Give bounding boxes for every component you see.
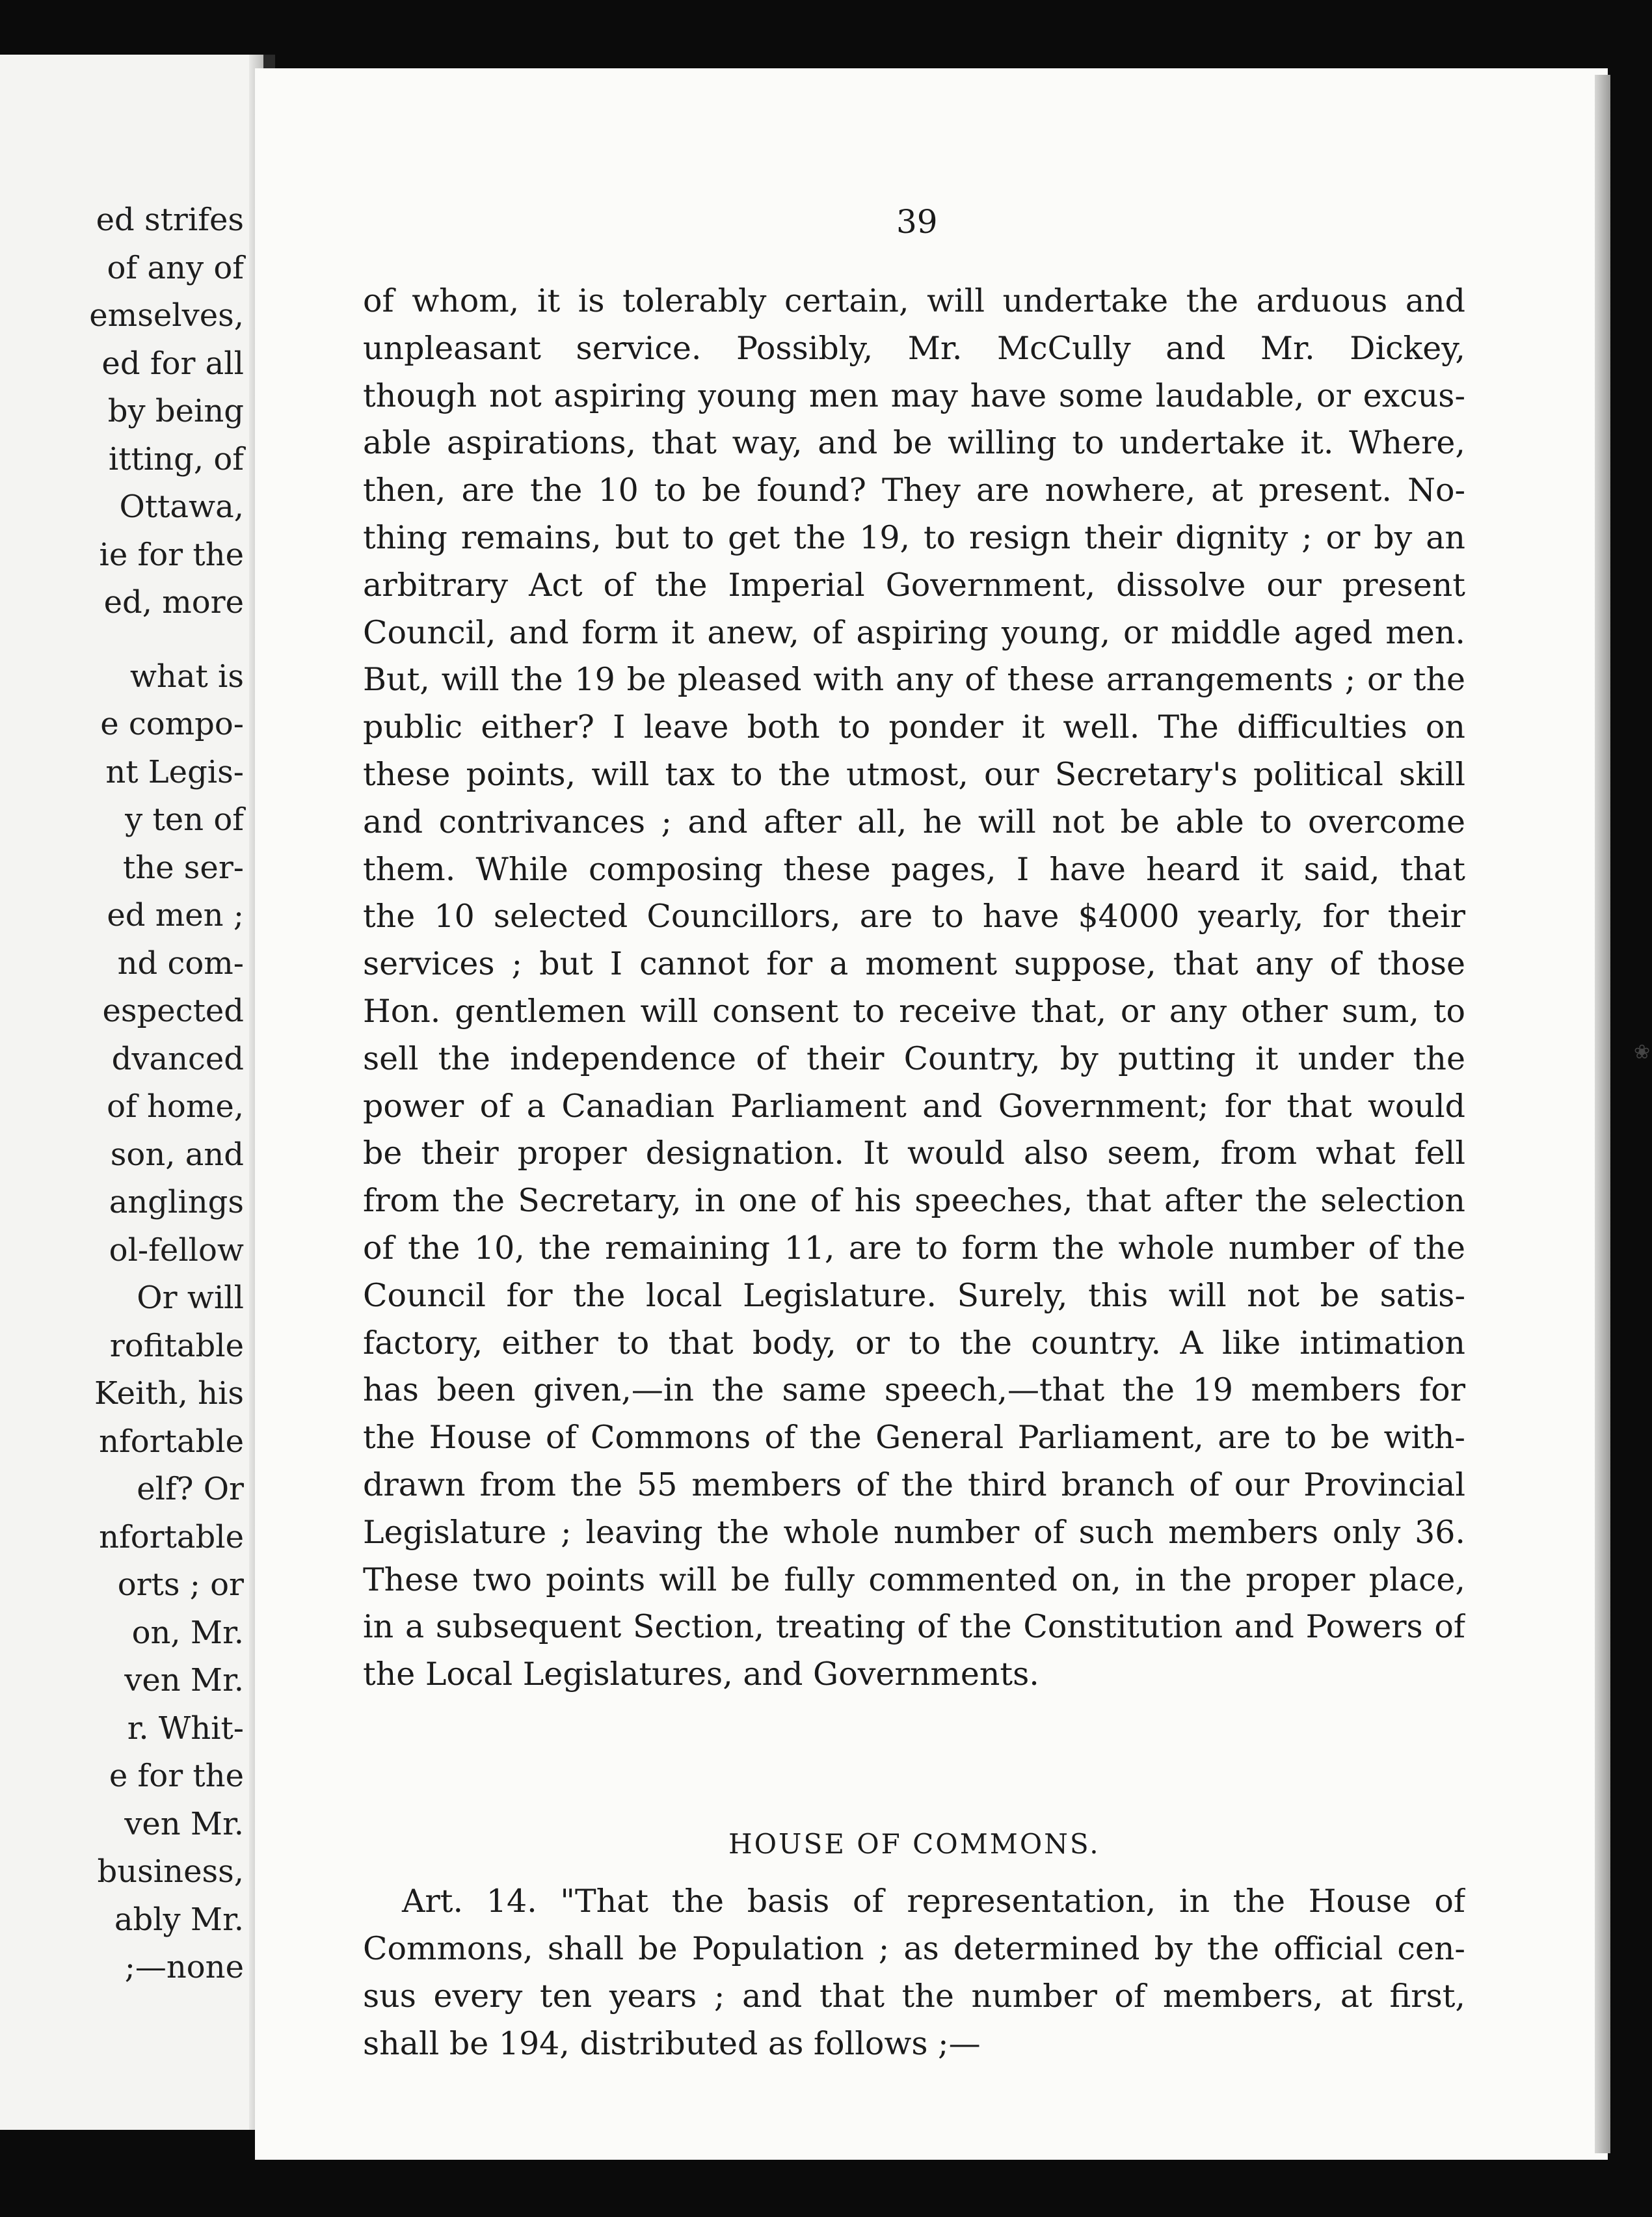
left-page-line: ed strifes [96, 202, 244, 238]
paragraph-line: sell the independence of their Country, by putting it under the [363, 1040, 1465, 1077]
paragraph-line: in a subsequent Section, treating of the Constitution and Powers of [363, 1608, 1465, 1646]
paragraph-line: from the Secretary, in one of his speeches, that after the selection [363, 1182, 1465, 1220]
paragraph-line: These two points will be fully commented on, in the proper place, [363, 1561, 1465, 1598]
left-page-line: emselves, [89, 297, 244, 334]
paragraph-line: of the 10, the remaining 11, are to form the whole number of the [363, 1229, 1465, 1267]
paragraph-line: then, are the 10 to be found? They are nowhere, at present. No- [363, 472, 1465, 509]
left-page-line: espected [102, 993, 244, 1029]
left-page-line: Or will [137, 1280, 244, 1316]
paragraph-line: them. While composing these pages, I have heard it said, that [363, 850, 1465, 888]
left-page-line: business, [97, 1853, 244, 1890]
page-number: 39 [896, 203, 938, 241]
left-page-line: Keith, his [94, 1375, 244, 1412]
left-page-line: ie for the [99, 536, 244, 573]
left-page-line: elf? Or [137, 1471, 244, 1507]
left-page-line: on, Mr. [131, 1614, 244, 1651]
left-page-line: nt Legis- [105, 753, 244, 790]
left-page-line: ably Mr. [114, 1901, 244, 1938]
left-page-line: itting, of [108, 440, 244, 477]
paragraph-line: services ; but I cannot for a moment suppose, that any of those [363, 945, 1465, 983]
paragraph-line: arbitrary Act of the Imperial Government, dissolve our present [363, 566, 1465, 604]
left-page-line: ed, more [103, 584, 244, 621]
paragraph-line: though not aspiring young men may have some laudable, or excus- [363, 377, 1465, 414]
paragraph-line: the House of Commons of the General Parliament, are to be with- [363, 1419, 1465, 1457]
left-page-line: ed men ; [107, 897, 244, 934]
left-page-line: e for the [109, 1758, 244, 1794]
left-page-line: of any of [107, 249, 244, 286]
left-page-line: r. Whit- [127, 1710, 244, 1747]
left-page-line: e compo- [100, 706, 244, 742]
left-page-line: orts ; or [117, 1566, 244, 1603]
paragraph-line: power of a Canadian Parliament and Government; for that would [363, 1087, 1465, 1125]
left-page-line: ed for all [101, 345, 244, 382]
left-facing-page [0, 55, 263, 2130]
article-line: Commons, shall be Population ; as determined by the official cen- [363, 1930, 1465, 1967]
article-line: sus every ten years ; and that the number of members, at first, [363, 1978, 1465, 2015]
article-line: Art. 14. "That the basis of representation, in the House of [402, 1883, 1465, 1920]
left-page-line: by being [107, 393, 244, 429]
paragraph-line: has been given,—in the same speech,—that the 19 members for [363, 1371, 1465, 1409]
left-page-line: y ten of [125, 801, 244, 838]
left-page-line: nd com- [117, 945, 244, 982]
paragraph-line: Hon. gentlemen will consent to receive that, or any other sum, to [363, 993, 1465, 1030]
paragraph-line: the Local Legislatures, and Governments. [363, 1656, 1039, 1693]
paragraph-line: public either? I leave both to ponder it well. The difficulties on [363, 708, 1465, 746]
page-edge [1595, 75, 1610, 2153]
paragraph-line: able aspirations, that way, and be willing to undertake it. Where, [363, 424, 1465, 462]
paragraph-line: But, will the 19 be pleased with any of these arrangements ; or the [363, 661, 1465, 699]
article-line: shall be 194, distributed as follows ;— [363, 2025, 981, 2062]
left-page-line: rofitable [109, 1327, 244, 1364]
paragraph-line: unpleasant service. Possibly, Mr. McCully and Mr. Dickey, [363, 329, 1465, 367]
paragraph-line: be their proper designation. It would also seem, from what fell [363, 1135, 1465, 1172]
paragraph-line: thing remains, but to get the 19, to resign their dignity ; or by an [363, 519, 1465, 556]
left-page-line: son, and [110, 1136, 244, 1173]
left-page-line: ol-fellow [109, 1231, 244, 1269]
scan-speck-mark: ❀ [1634, 1041, 1651, 1064]
paragraph-line: Legislature ; leaving the whole number of such members only 36. [363, 1513, 1465, 1551]
left-page-line: ven Mr. [124, 1805, 244, 1842]
paragraph-line: factory, either to that body, or to the country. A like intimation [363, 1324, 1465, 1362]
left-page-line: ven Mr. [124, 1662, 244, 1699]
paragraph-line: these points, will tax to the utmost, our Secretary's political skill [363, 756, 1465, 793]
left-page-line: of home, [107, 1088, 244, 1125]
left-page-line: nfortable [99, 1423, 244, 1460]
left-page-line: anglings [109, 1184, 244, 1220]
left-page-line: dvanced [111, 1040, 244, 1077]
paragraph-line: and contrivances ; and after all, he will not be able to overcome [363, 803, 1465, 840]
section-heading: HOUSE OF COMMONS. [728, 1828, 1100, 1860]
paragraph-line: Council for the local Legislature. Surely, this will not be satis- [363, 1276, 1465, 1314]
left-page-line: the ser- [122, 849, 244, 886]
left-page-line: ;—none [124, 1949, 244, 1985]
left-page-line: nfortable [99, 1518, 244, 1555]
paragraph-line: Council, and form it anew, of aspiring young, or middle aged men. [363, 613, 1465, 651]
left-page-line: Ottawa, [119, 489, 244, 525]
paragraph-line: the 10 selected Councillors, are to have $4000 yearly, for their [363, 898, 1465, 935]
paragraph-line: of whom, it is tolerably certain, will undertake the arduous and [363, 282, 1465, 319]
left-page-line: what is [129, 658, 244, 695]
paragraph-line: drawn from the 55 members of the third branch of our Provincial [363, 1466, 1465, 1503]
